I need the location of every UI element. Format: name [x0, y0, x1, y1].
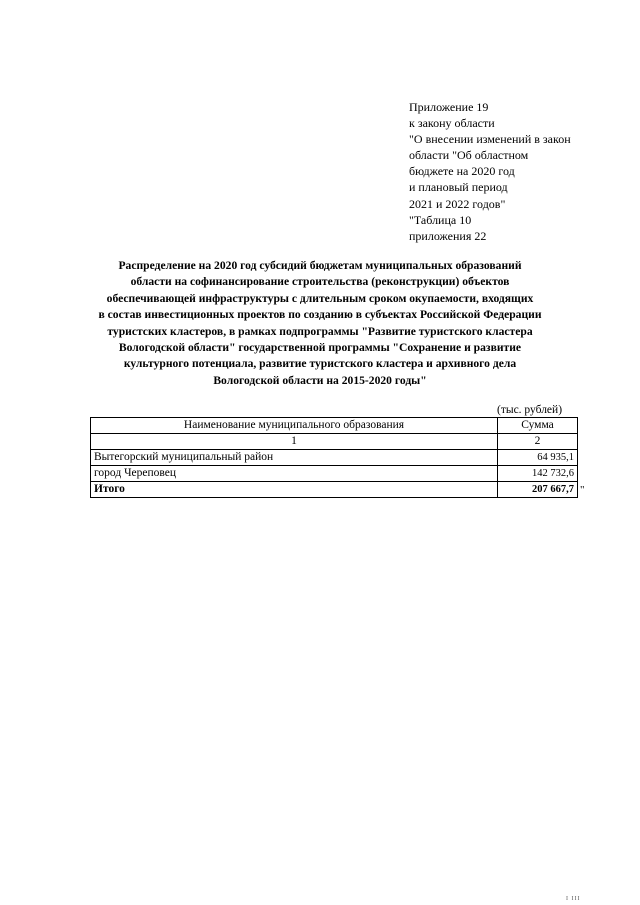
appendix-header	[409, 99, 609, 244]
appendix-line: "Таблица 10	[409, 212, 472, 227]
table-colnum-row	[91, 434, 578, 450]
appendix-line: Приложение 19	[409, 100, 489, 114]
row-amount: 64 935,1	[498, 450, 578, 466]
header-name: Наименование муниципального образования	[91, 418, 498, 434]
subsidy-table	[90, 417, 578, 498]
appendix-line: и плановый период	[409, 180, 508, 195]
appendix-line: бюджете на 2020 год	[409, 164, 515, 179]
row-name: Вытегорский муниципальный район	[91, 450, 498, 466]
title-line: области на софинансирование строительства (реконструкции) объектов	[130, 275, 510, 289]
total-label: Итого	[91, 482, 498, 498]
appendix-line: к закону области	[409, 116, 495, 131]
colnum-1: 1	[91, 434, 498, 450]
table-row	[91, 466, 578, 482]
colnum-2: 2	[498, 434, 578, 450]
document-title	[60, 258, 580, 389]
title-line: обеспечивающей инфраструктуры с длительным сроком окупаемости, входящих	[106, 291, 534, 305]
appendix-line: 2021 и 2022 годов"	[409, 196, 506, 211]
title-line: Вологодской области на 2015-2020 годы"	[213, 373, 427, 387]
header-amount: Сумма	[498, 418, 578, 434]
title-line: в состав инвестиционных проектов по созданию в субъектах Российской Федерации	[98, 308, 542, 322]
title-line: туристских кластеров, в рамках подпрограммы "Развитие туристского кластера	[107, 324, 533, 338]
table-header-row	[91, 418, 578, 434]
row-amount: 142 732,6	[498, 466, 578, 482]
table-row	[91, 450, 578, 466]
appendix-line: "О внесении изменений в закон	[409, 132, 571, 147]
appendix-line: области "Об областном	[409, 148, 529, 163]
total-amount: 207 667,7	[498, 482, 578, 498]
closing-quote: "	[580, 484, 585, 496]
title-line: Вологодской области" государственной программы "Сохранение и развитие	[118, 341, 522, 355]
title-line: культурного потенциала, развитие туристского кластера и архивного дела	[123, 357, 517, 371]
title-line: Распределение на 2020 год субсидий бюджетам муниципальных образований	[118, 259, 522, 272]
units-label: (тыс. рублей)	[497, 404, 563, 416]
appendix-line: приложения 22	[409, 228, 487, 243]
row-name: город Череповец	[91, 466, 498, 482]
table-total-row	[91, 482, 578, 498]
page-mark: I III	[566, 896, 581, 902]
